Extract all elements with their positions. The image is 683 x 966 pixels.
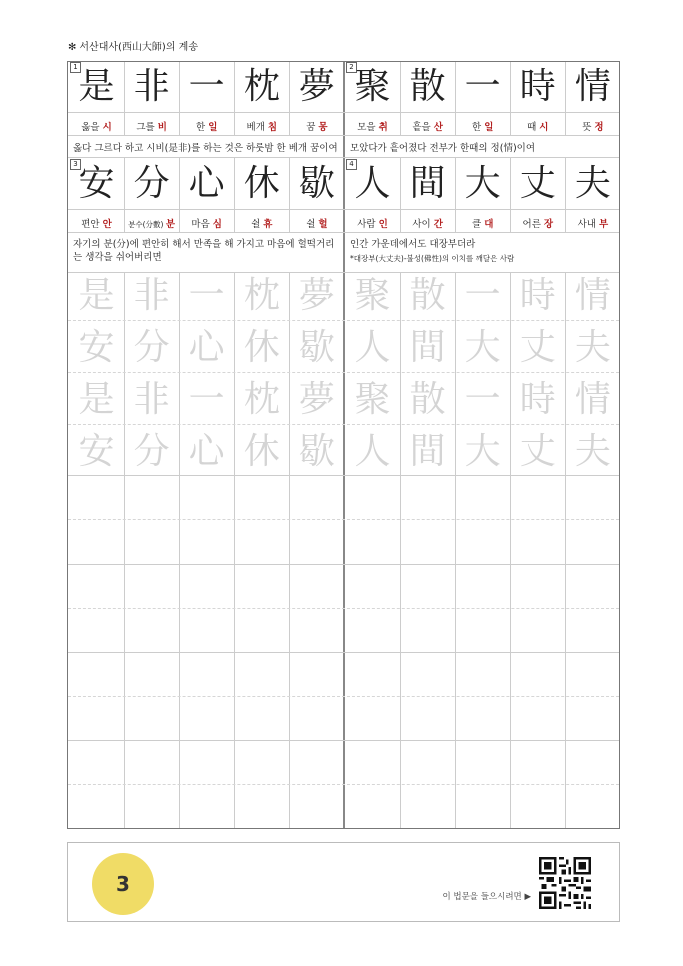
tracing-character: 枕 bbox=[243, 275, 280, 316]
footer bbox=[67, 842, 620, 922]
hanja-character: 夫 bbox=[574, 163, 611, 204]
block-number: 2 bbox=[346, 62, 357, 73]
hanja-character: 夢 bbox=[298, 66, 335, 107]
tracing-character: 休 bbox=[243, 327, 280, 368]
gloss: 쉴 휴 bbox=[251, 219, 273, 230]
gloss: 사람 인 bbox=[357, 219, 388, 230]
row-line bbox=[68, 232, 619, 233]
gloss: 때 시 bbox=[527, 122, 549, 133]
gloss: 쉴 헐 bbox=[306, 219, 328, 230]
tracing-character: 夢 bbox=[298, 379, 335, 420]
row-line bbox=[68, 740, 619, 741]
gloss: 한 일 bbox=[471, 122, 494, 133]
tracing-character: 散 bbox=[409, 379, 446, 420]
tracing-character: 心 bbox=[188, 431, 225, 472]
tracing-character: 心 bbox=[188, 327, 225, 368]
gloss: 클 대 bbox=[471, 219, 494, 230]
gloss: 분수(分數) 분 bbox=[128, 219, 176, 230]
hanja-character: 時 bbox=[519, 66, 556, 107]
row-guide bbox=[68, 696, 619, 697]
qr-code-icon[interactable] bbox=[539, 857, 591, 909]
row-line bbox=[68, 135, 619, 136]
hanja-character: 散 bbox=[409, 66, 446, 107]
tracing-character: 枕 bbox=[243, 379, 280, 420]
hanja-character: 心 bbox=[188, 163, 225, 204]
tracing-character: 丈 bbox=[519, 431, 556, 472]
tracing-character: 大 bbox=[464, 431, 501, 472]
row-guide bbox=[68, 320, 619, 321]
row-guide bbox=[68, 424, 619, 425]
row-line bbox=[68, 157, 619, 158]
gloss: 그를 비 bbox=[136, 122, 167, 133]
hanja-character: 枕 bbox=[243, 66, 280, 107]
tracing-character: 一 bbox=[188, 275, 225, 316]
practice-sheet bbox=[67, 61, 620, 829]
tracing-character: 休 bbox=[243, 431, 280, 472]
translation-3: 자기의 분(分)에 편안히 해서 만족을 해 가지고 마음에 헐떡거리 는 생각을 쉬어버리면 bbox=[73, 239, 335, 263]
tracing-character: 安 bbox=[78, 327, 115, 368]
block-number: 3 bbox=[70, 159, 81, 170]
tracing-character: 夢 bbox=[298, 275, 335, 316]
asterisk-icon: ✻ bbox=[68, 42, 77, 53]
hanja-character: 一 bbox=[464, 66, 501, 107]
tracing-character: 安 bbox=[78, 431, 115, 472]
hanja-character: 分 bbox=[133, 163, 170, 204]
row-line bbox=[68, 652, 619, 653]
tracing-character: 分 bbox=[133, 431, 170, 472]
hanja-character: 丈 bbox=[519, 163, 556, 204]
gloss: 어른 장 bbox=[522, 219, 554, 230]
hanja-character: 是 bbox=[78, 66, 115, 107]
hanja-character: 一 bbox=[188, 66, 225, 107]
row-guide bbox=[68, 519, 619, 520]
row-guide bbox=[68, 784, 619, 785]
gloss: 모을 취 bbox=[357, 122, 388, 133]
hanja-character: 休 bbox=[243, 163, 280, 204]
gloss: 편안 안 bbox=[81, 219, 112, 230]
hanja-character: 情 bbox=[574, 66, 611, 107]
tracing-character: 人 bbox=[354, 431, 391, 472]
tracing-character: 人 bbox=[354, 327, 391, 368]
hanja-character: 間 bbox=[409, 163, 446, 204]
gloss: 꿈 몽 bbox=[306, 122, 328, 133]
listen-prompt: 이 법문을 들으시려면 ▶ bbox=[442, 892, 531, 902]
tracing-character: 一 bbox=[464, 379, 501, 420]
gloss: 뜻 정 bbox=[582, 122, 604, 133]
row-line bbox=[68, 475, 619, 476]
tracing-character: 是 bbox=[78, 379, 115, 420]
page-title: ✻ 서산대사(西山大師)의 계송 bbox=[68, 42, 198, 53]
hanja-character: 聚 bbox=[354, 66, 391, 107]
tracing-character: 分 bbox=[133, 327, 170, 368]
block-number: 4 bbox=[346, 159, 357, 170]
tracing-character: 情 bbox=[574, 379, 611, 420]
row-line bbox=[68, 209, 619, 210]
translation-4-note: *대장부(大丈夫)-불성(佛性)의 이치를 깨달은 사람 bbox=[350, 254, 515, 263]
translation-4: 인간 가운데에서도 대장부더라 bbox=[350, 239, 476, 250]
tracing-character: 一 bbox=[464, 275, 501, 316]
hanja-character: 非 bbox=[133, 66, 170, 107]
hanja-character: 大 bbox=[464, 163, 501, 204]
row-line bbox=[68, 272, 619, 273]
tracing-character: 歇 bbox=[298, 327, 335, 368]
tracing-character: 是 bbox=[78, 275, 115, 316]
tracing-character: 歇 bbox=[298, 431, 335, 472]
gloss: 흩을 산 bbox=[412, 122, 443, 133]
gloss: 한 일 bbox=[195, 122, 218, 133]
tracing-character: 非 bbox=[133, 275, 170, 316]
tracing-character: 一 bbox=[188, 379, 225, 420]
tracing-character: 聚 bbox=[354, 379, 391, 420]
row-guide bbox=[68, 372, 619, 373]
translation-1: 옳다 그르다 하고 시비(是非)를 하는 것은 하룻밤 한 베개 꿈이여 bbox=[73, 143, 338, 154]
gloss: 마음 심 bbox=[191, 219, 222, 230]
row-line bbox=[68, 112, 619, 113]
tracing-character: 非 bbox=[133, 379, 170, 420]
tracing-character: 情 bbox=[574, 275, 611, 316]
tracing-character: 夫 bbox=[574, 431, 611, 472]
row-line bbox=[68, 564, 619, 565]
tracing-character: 丈 bbox=[519, 327, 556, 368]
tracing-character: 時 bbox=[519, 275, 556, 316]
row-guide bbox=[68, 608, 619, 609]
tracing-character: 間 bbox=[409, 327, 446, 368]
tracing-character: 聚 bbox=[354, 275, 391, 316]
tracing-character: 夫 bbox=[574, 327, 611, 368]
hanja-character: 人 bbox=[354, 163, 391, 204]
tracing-character: 時 bbox=[519, 379, 556, 420]
gloss: 베개 침 bbox=[246, 122, 278, 133]
gloss: 옳을 시 bbox=[81, 122, 112, 133]
tracing-character: 散 bbox=[409, 275, 446, 316]
page-number: 3 bbox=[92, 853, 154, 915]
gloss: 사이 간 bbox=[412, 219, 443, 230]
block-number: 1 bbox=[70, 62, 81, 73]
translation-2: 모았다가 흩어졌다 전부가 한때의 정(情)이여 bbox=[350, 143, 536, 154]
hanja-character: 歇 bbox=[298, 163, 335, 204]
tracing-character: 大 bbox=[464, 327, 501, 368]
hanja-character: 安 bbox=[78, 163, 115, 204]
gloss: 사내 부 bbox=[577, 219, 609, 230]
tracing-character: 間 bbox=[409, 431, 446, 472]
